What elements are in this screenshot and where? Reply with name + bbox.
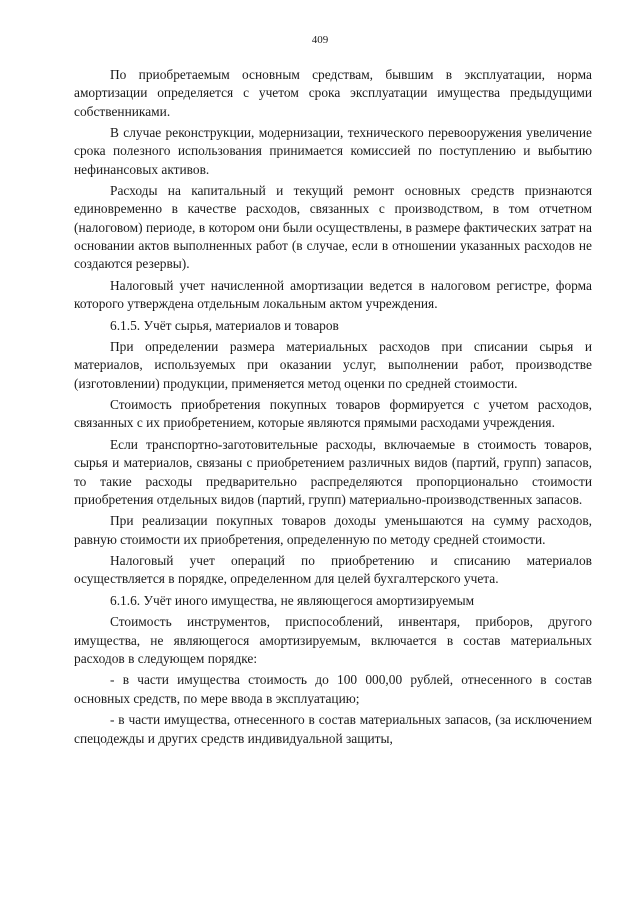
- paragraph-materials-tax-accounting: Налоговый учет операций по приобретению и списанию материалов осуществляется в порядке, определенном для целей бухгалтерского учета.: [74, 553, 592, 587]
- paragraph-reconstruction: В случае реконструкции, модернизации, технического перевооружения увеличение срока полезного использования принимается комиссией по поступлению и выбытию нефинансовых активов.: [74, 125, 592, 177]
- paragraph-material-costs: При определении размера материальных расходов при списании сырья и материалов, используемых при оказании услуг, выполнении работ, производстве (изготовлении) продукции, применяется метод оценки по средней стоимости.: [74, 339, 592, 391]
- section-heading-raw-materials: 6.1.5. Учёт сырья, материалов и товаров: [110, 317, 339, 333]
- paragraph-goods-sale: При реализации покупных товаров доходы уменьшаются на сумму расходов, равную стоимости их приобретения, определенную по методу средней стоимости.: [74, 513, 592, 547]
- list-item-fixed-assets: - в части имущества стоимость до 100 000,00 рублей, отнесенного в состав основных средств, по мере ввода в эксплуатацию;: [74, 672, 592, 706]
- paragraph-instruments-cost: Стоимость инструментов, приспособлений, инвентаря, приборов, другого имущества, не являющегося амортизируемым, включается в состав материальных расходов в следующем порядке:: [74, 614, 592, 666]
- document-body: [74, 66, 592, 748]
- list-item-material-stocks: - в части имущества, отнесенного в состав материальных запасов, (за исключением спецодежды и других средств индивидуальной защиты,: [74, 712, 592, 746]
- paragraph-purchased-goods-cost: Стоимость приобретения покупных товаров формируется с учетом расходов, связанных с их приобретением, которые являются прямыми расходами учреждения.: [74, 397, 592, 431]
- section-heading-other-property: 6.1.6. Учёт иного имущества, не являющегося амортизируемым: [110, 592, 475, 608]
- page-number: 409: [311, 34, 329, 46]
- paragraph-depreciation-used-assets: По приобретаемым основным средствам, бывшим в эксплуатации, норма амортизации определяется с учетом срока эксплуатации имущества предыдущими собственниками.: [74, 67, 592, 119]
- paragraph-transport-costs: Если транспортно-заготовительные расходы, включаемые в стоимость товаров, сырья и материалов, связаны с приобретением различных видов (партий, групп) запасов, то такие расходы предварительно распределяются пропорционально стоимости приобретения отдельных видов (партий, групп) материально-производственных запасов.: [74, 436, 592, 507]
- paragraph-tax-register: Налоговый учет начисленной амортизации ведется в налоговом регистре, форма которого утверждена отдельным локальным актом учреждения.: [74, 277, 592, 312]
- paragraph-repair-expenses: Расходы на капитальный и текущий ремонт основных средств признаются единовременно в качестве расходов, связанных с производством, в том отчетном (налоговом) периоде, в котором они были осуществлены, в размере фактических затрат на основании актов выполненных работ (в случае, если в отношении указанных расходов не создаются резервы).: [74, 183, 592, 272]
